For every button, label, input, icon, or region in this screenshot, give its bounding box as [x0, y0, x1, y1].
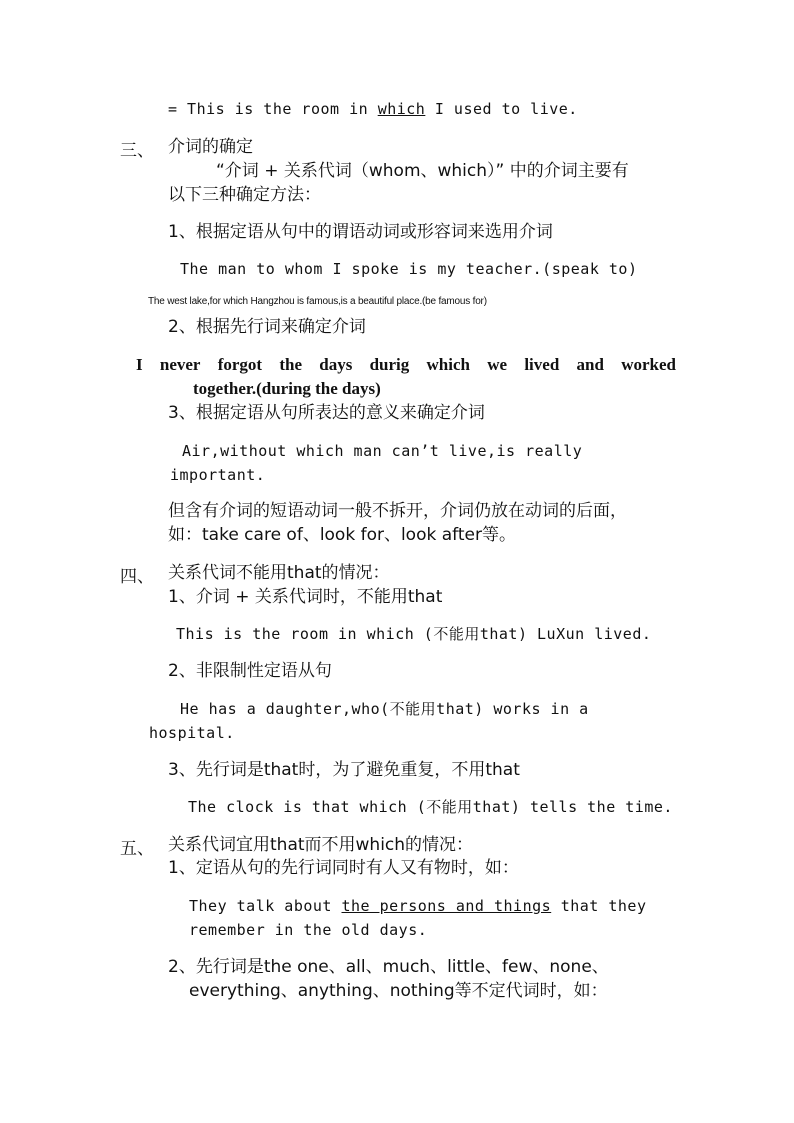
example-line: The clock is that which (不能用that) tells the time.: [188, 798, 673, 816]
example-line: He has a daughter,who(不能用that) works in a: [180, 700, 589, 718]
example-line: Air,without which man can’t live,is really: [182, 442, 583, 460]
example-line: hospital.: [149, 724, 235, 742]
subheading-2: 2、非限制性定语从句: [168, 661, 332, 681]
subheading-1: 1、根据定语从句中的谓语动词或形容词来选用介词: [168, 222, 553, 242]
subheading-2-cont: everything、anything、nothing等不定代词时，如：: [189, 981, 608, 1001]
section-3-number: 三、: [120, 141, 154, 161]
subheading-3: 3、先行词是that时，为了避免重复，不用that: [168, 760, 520, 780]
section-5-number: 五、: [120, 839, 154, 859]
example-line-bold: together.(during the days): [193, 379, 381, 398]
note-line: 如：take care of、look for、look after等。: [168, 525, 516, 545]
example-line-bold: I never forgot the days durig which we lived and worked: [136, 355, 676, 374]
paragraph-line: “介词 + 关系代词（whom、which）” 中的介词主要有: [216, 161, 629, 181]
example-line: remember in the old days.: [189, 921, 428, 939]
example-line: The man to whom I spoke is my teacher.(speak to): [180, 260, 638, 278]
example-line: important.: [170, 466, 266, 484]
section-5-title: 关系代词宜用that而不用which的情况：: [168, 835, 474, 855]
subheading-2: 2、先行词是the one、all、much、little、few、none、: [168, 957, 609, 977]
subheading-1: 1、介词 + 关系代词时，不能用that: [168, 587, 443, 607]
example-line: This is the room in which (不能用that) LuXun lived.: [176, 625, 652, 643]
example-line: They talk about the persons and things that they: [189, 897, 647, 915]
section-4-number: 四、: [120, 567, 154, 587]
section-3-title: 介词的确定: [168, 137, 253, 157]
subheading-1: 1、定语从句的先行词同时有人又有物时，如：: [168, 858, 519, 878]
example-line-room: = This is the room in which I used to live.: [168, 100, 578, 118]
example-line-small: The west lake,for which Hangzhou is famous,is a beautiful place.(be famous for): [148, 296, 487, 307]
note-line: 但含有介词的短语动词一般不拆开，介词仍放在动词的后面，: [168, 501, 627, 521]
section-4-title: 关系代词不能用that的情况：: [168, 563, 390, 583]
subheading-3: 3、根据定语从句所表达的意义来确定介词: [168, 403, 485, 423]
subheading-2: 2、根据先行词来确定介词: [168, 317, 366, 337]
paragraph-line: 以下三种确定方法：: [168, 185, 321, 205]
